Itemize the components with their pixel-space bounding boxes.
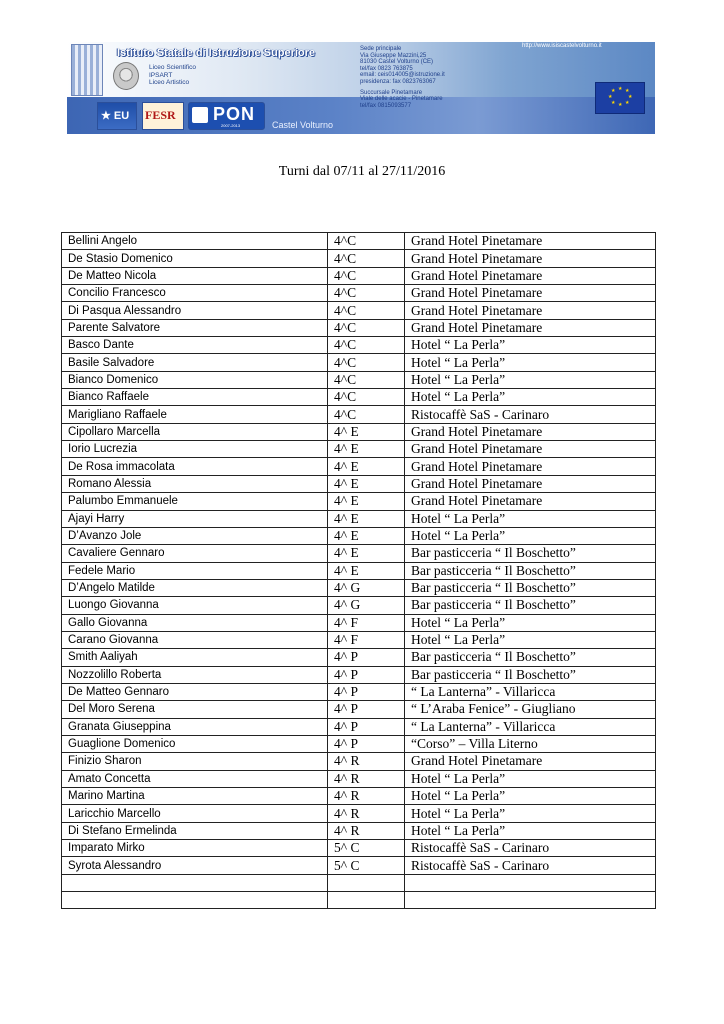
- school-name: IPSART: [149, 71, 173, 79]
- class-cell: 4^C: [328, 319, 405, 336]
- table-row: [62, 822, 656, 839]
- table-row: [62, 631, 656, 648]
- sede-presidenza: presidenza: fax 0823763067: [360, 78, 436, 85]
- table-row: [62, 701, 656, 718]
- workplace-cell: [405, 892, 656, 909]
- student-name-cell: Di Pasqua Alessandro: [62, 302, 328, 319]
- student-name-cell: Granata Giuseppina: [62, 718, 328, 735]
- workplace-cell: Bar pasticceria “ Il Boschetto”: [405, 579, 656, 596]
- table-row: [62, 753, 656, 770]
- sede-phone: tel/fax 0823 763875: [360, 65, 413, 72]
- class-cell: 4^C: [328, 302, 405, 319]
- student-name-cell: Cipollaro Marcella: [62, 423, 328, 440]
- table-row: [62, 735, 656, 752]
- student-name-cell: Parente Salvatore: [62, 319, 328, 336]
- institute-name: Istituto Statale di Istruzione Superiore: [117, 47, 316, 59]
- table-row: [62, 683, 656, 700]
- class-cell: [328, 874, 405, 891]
- student-name-cell: Carano Giovanna: [62, 631, 328, 648]
- student-name-cell: Imparato Mirko: [62, 840, 328, 857]
- student-name-cell: [62, 874, 328, 891]
- table-row: [62, 579, 656, 596]
- workplace-cell: Grand Hotel Pinetamare: [405, 493, 656, 510]
- class-cell: 4^ P: [328, 735, 405, 752]
- student-name-cell: Bellini Angelo: [62, 233, 328, 250]
- class-cell: 4^ P: [328, 683, 405, 700]
- document-title: Turni dal 07/11 al 27/11/2016: [278, 164, 446, 179]
- table-row: [62, 354, 656, 371]
- class-cell: 4^ E: [328, 510, 405, 527]
- table-row: [62, 371, 656, 388]
- table-row: [62, 857, 656, 874]
- table-row: [62, 285, 656, 302]
- workplace-cell: Ristocaffè SaS - Carinaro: [405, 840, 656, 857]
- table-row: [62, 892, 656, 909]
- class-cell: 4^ E: [328, 562, 405, 579]
- table-row: [62, 441, 656, 458]
- student-name-cell: Guaglione Domenico: [62, 735, 328, 752]
- workplace-cell: Ristocaffè SaS - Carinaro: [405, 406, 656, 423]
- sede-label: Sede principale: [360, 46, 402, 52]
- student-name-cell: Syrota Alessandro: [62, 857, 328, 874]
- class-cell: 4^ G: [328, 597, 405, 614]
- workplace-cell: “ La Lanterna” - Villaricca: [405, 683, 656, 700]
- student-name-cell: Iorio Lucrezia: [62, 441, 328, 458]
- table-row: [62, 545, 656, 562]
- class-cell: 4^ E: [328, 441, 405, 458]
- student-name-cell: Basco Dante: [62, 337, 328, 354]
- class-cell: 4^ P: [328, 701, 405, 718]
- student-name-cell: Marino Martina: [62, 788, 328, 805]
- student-name-cell: De Rosa immacolata: [62, 458, 328, 475]
- workplace-cell: Hotel “ La Perla”: [405, 614, 656, 631]
- workplace-cell: Hotel “ La Perla”: [405, 510, 656, 527]
- class-cell: 4^ E: [328, 527, 405, 544]
- class-cell: 4^ R: [328, 788, 405, 805]
- contact-info: [360, 46, 445, 109]
- succursale-phone: tel/fax 0815093577: [360, 102, 412, 109]
- header-banner: [67, 42, 655, 134]
- table-row: [62, 874, 656, 891]
- table-row: [62, 718, 656, 735]
- workplace-cell: Grand Hotel Pinetamare: [405, 285, 656, 302]
- workplace-cell: “ La Lanterna” - Villaricca: [405, 718, 656, 735]
- class-cell: 4^ R: [328, 822, 405, 839]
- eu-flag-icon: ★ ★ ★ ★ ★ ★ ★ ★: [595, 82, 645, 114]
- student-name-cell: Luongo Giovanna: [62, 597, 328, 614]
- table-row: [62, 267, 656, 284]
- table-row: [62, 770, 656, 787]
- table-row: [62, 406, 656, 423]
- workplace-cell: Grand Hotel Pinetamare: [405, 319, 656, 336]
- class-cell: 4^C: [328, 233, 405, 250]
- class-cell: 4^C: [328, 371, 405, 388]
- workplace-cell: Grand Hotel Pinetamare: [405, 423, 656, 440]
- class-cell: 4^ P: [328, 666, 405, 683]
- table-row: [62, 337, 656, 354]
- table-row: [62, 666, 656, 683]
- workplace-cell: Ristocaffè SaS - Carinaro: [405, 857, 656, 874]
- workplace-cell: [405, 874, 656, 891]
- table-row: [62, 475, 656, 492]
- table-row: [62, 562, 656, 579]
- class-cell: 4^ R: [328, 805, 405, 822]
- succursale-label: Succursale Pinetamare: [360, 89, 423, 96]
- table-row: [62, 302, 656, 319]
- eu-funds-logo: ★ EU: [97, 102, 137, 130]
- italian-republic-emblem-icon: [113, 62, 139, 90]
- banner-location: Castel Volturno: [272, 120, 334, 130]
- workplace-cell: Grand Hotel Pinetamare: [405, 458, 656, 475]
- class-cell: 4^C: [328, 250, 405, 267]
- shifts-table: [61, 232, 656, 909]
- student-name-cell: Romano Alessia: [62, 475, 328, 492]
- website-url[interactable]: http://www.isiscastelvolturno.it: [522, 43, 602, 49]
- student-name-cell: [62, 892, 328, 909]
- institute-logo-mosaic: [71, 44, 103, 96]
- class-cell: 4^C: [328, 389, 405, 406]
- student-name-cell: Finizio Sharon: [62, 753, 328, 770]
- workplace-cell: Hotel “ La Perla”: [405, 770, 656, 787]
- sede-city: 81030 Castel Volturno (CE): [360, 59, 434, 66]
- school-name: Liceo Artistico: [149, 79, 190, 86]
- class-cell: 4^ F: [328, 614, 405, 631]
- workplace-cell: “Corso” – Villa Literno: [405, 735, 656, 752]
- table-row: [62, 250, 656, 267]
- class-cell: 4^ R: [328, 753, 405, 770]
- student-name-cell: Ajayi Harry: [62, 510, 328, 527]
- table-row: [62, 493, 656, 510]
- sede-address: Via Giuseppe Mazzini,25: [360, 52, 427, 59]
- workplace-cell: Grand Hotel Pinetamare: [405, 475, 656, 492]
- workplace-cell: Grand Hotel Pinetamare: [405, 233, 656, 250]
- workplace-cell: Bar pasticceria “ Il Boschetto”: [405, 666, 656, 683]
- workplace-cell: Hotel “ La Perla”: [405, 822, 656, 839]
- class-cell: 4^ P: [328, 649, 405, 666]
- table-row: [62, 614, 656, 631]
- student-name-cell: Gallo Giovanna: [62, 614, 328, 631]
- schools-list: [149, 64, 196, 87]
- student-name-cell: Nozzolillo Roberta: [62, 666, 328, 683]
- class-cell: 4^ E: [328, 493, 405, 510]
- workplace-cell: Grand Hotel Pinetamare: [405, 441, 656, 458]
- student-name-cell: Di Stefano Ermelinda: [62, 822, 328, 839]
- workplace-cell: Hotel “ La Perla”: [405, 788, 656, 805]
- student-name-cell: Del Moro Serena: [62, 701, 328, 718]
- student-name-cell: Laricchio Marcello: [62, 805, 328, 822]
- student-name-cell: Palumbo Emmanuele: [62, 493, 328, 510]
- pon-logo: [188, 102, 265, 130]
- workplace-cell: Grand Hotel Pinetamare: [405, 250, 656, 267]
- class-cell: 4^C: [328, 285, 405, 302]
- class-cell: 4^ G: [328, 579, 405, 596]
- workplace-cell: Bar pasticceria “ Il Boschetto”: [405, 545, 656, 562]
- class-cell: 4^ P: [328, 718, 405, 735]
- student-name-cell: Marigliano Raffaele: [62, 406, 328, 423]
- table-row: [62, 423, 656, 440]
- workplace-cell: Hotel “ La Perla”: [405, 371, 656, 388]
- pon-logo-text: PON: [213, 104, 256, 124]
- student-name-cell: Concilio Francesco: [62, 285, 328, 302]
- workplace-cell: Grand Hotel Pinetamare: [405, 302, 656, 319]
- fesr-logo: FESR: [142, 102, 184, 130]
- table-row: [62, 805, 656, 822]
- class-cell: [328, 892, 405, 909]
- workplace-cell: Grand Hotel Pinetamare: [405, 267, 656, 284]
- student-name-cell: De Matteo Gennaro: [62, 683, 328, 700]
- table-row: [62, 319, 656, 336]
- class-cell: 5^ C: [328, 840, 405, 857]
- pon-flag-icon: [192, 107, 208, 123]
- workplace-cell: Hotel “ La Perla”: [405, 389, 656, 406]
- table-row: [62, 840, 656, 857]
- class-cell: 4^ E: [328, 475, 405, 492]
- student-name-cell: De Stasio Domenico: [62, 250, 328, 267]
- workplace-cell: Hotel “ La Perla”: [405, 631, 656, 648]
- workplace-cell: Grand Hotel Pinetamare: [405, 753, 656, 770]
- workplace-cell: “ L’Araba Fenice” - Giugliano: [405, 701, 656, 718]
- student-name-cell: Amato Concetta: [62, 770, 328, 787]
- student-name-cell: Basile Salvadore: [62, 354, 328, 371]
- workplace-cell: Hotel “ La Perla”: [405, 354, 656, 371]
- workplace-cell: Hotel “ La Perla”: [405, 337, 656, 354]
- student-name-cell: De Matteo Nicola: [62, 267, 328, 284]
- student-name-cell: D’Avanzo Jole: [62, 527, 328, 544]
- table-row: [62, 233, 656, 250]
- class-cell: 4^ E: [328, 423, 405, 440]
- workplace-cell: Hotel “ La Perla”: [405, 527, 656, 544]
- workplace-cell: Bar pasticceria “ Il Boschetto”: [405, 597, 656, 614]
- sede-email: email: ceis014005@istruzione.it: [360, 72, 445, 79]
- student-name-cell: Cavaliere Gennaro: [62, 545, 328, 562]
- student-name-cell: Bianco Raffaele: [62, 389, 328, 406]
- student-name-cell: Smith Aaliyah: [62, 649, 328, 666]
- class-cell: 4^ E: [328, 545, 405, 562]
- class-cell: 4^C: [328, 354, 405, 371]
- class-cell: 4^ R: [328, 770, 405, 787]
- table-row: [62, 510, 656, 527]
- workplace-cell: Bar pasticceria “ Il Boschetto”: [405, 562, 656, 579]
- school-name: Liceo Scientifico: [149, 64, 196, 71]
- class-cell: 4^C: [328, 337, 405, 354]
- table-row: [62, 788, 656, 805]
- table-row: [62, 649, 656, 666]
- workplace-cell: Bar pasticceria “ Il Boschetto”: [405, 649, 656, 666]
- student-name-cell: Bianco Domenico: [62, 371, 328, 388]
- table-row: [62, 597, 656, 614]
- workplace-cell: Hotel “ La Perla”: [405, 805, 656, 822]
- pon-years: 2007-2013: [221, 123, 241, 128]
- class-cell: 4^ F: [328, 631, 405, 648]
- table-row: [62, 458, 656, 475]
- class-cell: 4^ E: [328, 458, 405, 475]
- class-cell: 5^ C: [328, 857, 405, 874]
- table-row: [62, 389, 656, 406]
- class-cell: 4^C: [328, 267, 405, 284]
- table-row: [62, 527, 656, 544]
- student-name-cell: Fedele Mario: [62, 562, 328, 579]
- student-name-cell: D’Angelo Matilde: [62, 579, 328, 596]
- succursale-address: Viale delle acacie - Pinetamare: [360, 96, 443, 103]
- class-cell: 4^C: [328, 406, 405, 423]
